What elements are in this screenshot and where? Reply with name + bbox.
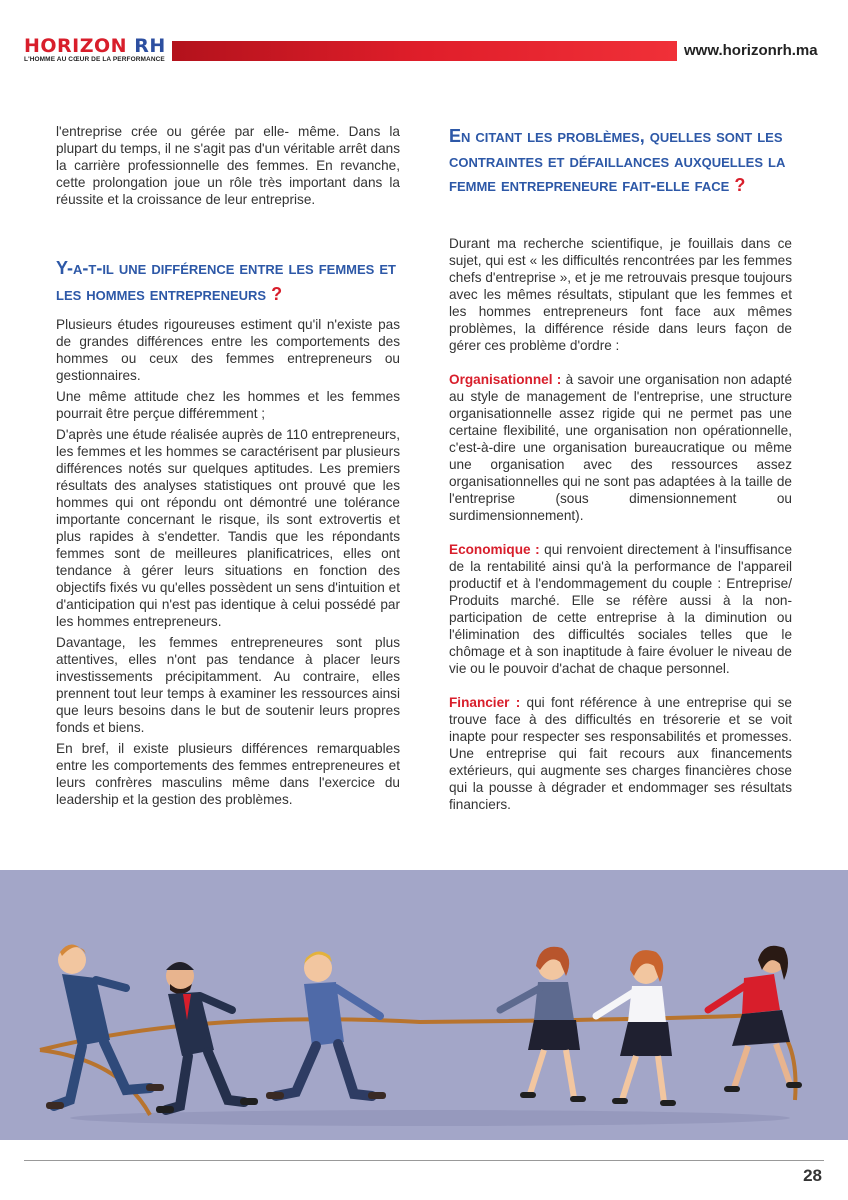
left-heading-question-mark: ?	[271, 284, 283, 304]
financier-label: Financier :	[449, 695, 521, 710]
economique-label: Economique :	[449, 542, 540, 557]
woman-2-figure	[596, 950, 676, 1106]
left-column-body	[56, 316, 400, 812]
left-section-heading	[56, 255, 416, 307]
tug-of-war-illustration	[0, 870, 848, 1140]
organisationnel-paragraph	[449, 371, 792, 524]
financier-paragraph	[449, 694, 792, 813]
right-column-body	[449, 235, 792, 821]
footer-divider	[24, 1160, 824, 1161]
left-paragraph-3: D'après une étude réalisée auprès de 110 entrepreneurs, les femmes et les hommes se caractérisent par plusieurs différences notés sur quelques aptitudes. Les premiers résultats des analyses statistiques ont prouvé que les hommes qui ont répondu ont démontré une tolérance importante concernant le risque, ils sont extrovertis et plus rapides à s'endetter. Tandis que les répondants femmes sont de meilleures planificatrices, elles ont tendance à gérer leurs situations en fonction des objectifs fixés vu qu'elles possèdent un sens d'intuition et d'anticipation qui n'est pas identique à celui possédé par les hommes entrepreneurs.	[56, 427, 400, 629]
left-paragraph-1: Plusieurs études rigoureuses estiment qu'il n'existe pas de grandes différences entre les comportements des hommes ou ceux des femmes entrepreneurs ou gestionnaires.	[56, 317, 400, 383]
right-heading-question-mark: ?	[734, 175, 746, 195]
page-header	[0, 0, 848, 80]
left-column-intro	[56, 123, 400, 216]
man-2-figure	[156, 962, 258, 1113]
economique-text: qui renvoient directement à l'insuffisance de la rentabilité ainsi qu'à la performance de l'appareil productif et à l'endommagement du couple : Entreprise/ Produits marché. Elle se réfère aussi à la non- participation de cette entreprise à la diminution ou l'élimination des difficultés sociales telles que le chômage et à son inaptitude à faire évoluer le niveau de vie ou le pouvoir d'achat de chaque personnel.	[449, 542, 793, 676]
man-1-figure	[46, 944, 164, 1109]
right-paragraph-1: Durant ma recherche scientifique, je fouillais dans ce sujet, qui est « les difficultés rencontrées par les femmes chefs d'entreprise », et je me retrouvais presque toujours avec les mêmes résultats, stipulant que les femmes et les hommes entrepreneurs font face aux mêmes problèmes, la différence réside dans leurs façon de gérer ces problème d'ordre :	[449, 236, 792, 353]
right-heading-text: En citant les problèmes, quelles sont les contraintes et défaillances auxquelles la femme entrepreneure fait-elle face	[449, 126, 786, 195]
left-heading-text: Y-a-t-il une différence entre les femmes et les hommes entrepreneurs	[56, 258, 396, 304]
organisationnel-label: Organisationnel :	[449, 372, 562, 387]
logo-horizon-text: HORIZON	[24, 35, 128, 57]
right-section-heading	[449, 124, 809, 198]
left-paragraph-2: Une même attitude chez les hommes et les femmes pourrait être perçue différemment ;	[56, 389, 400, 421]
organisationnel-text: à savoir une organisation non adapté au style de management de l'entreprise, une structure organisationnelle assez rigide qui ne permet pas une certaine flexibilité, une organisation non opérationnelle, c'est-à-dire une organisation bureaucratique ou même une organisation avec des ressources assez organisationnelles qui ne sont pas adaptées à la taille de l'entreprise (sous dimensionnement ou surdimensionnement).	[449, 372, 792, 523]
logo-rh-text: RH	[134, 35, 166, 57]
page-number: 28	[803, 1166, 822, 1185]
woman-1-figure	[500, 947, 586, 1102]
man-3-figure	[266, 951, 386, 1099]
tug-of-war-image	[0, 870, 848, 1140]
left-paragraph-4: Davantage, les femmes entrepreneures sont plus attentives, elles n'ont pas tendance à placer leurs investissements précipitamment. Au contraire, elles prennent tout leur temps à examiner les ressources ainsi que leurs besoins dans le but de soutenir leurs propres fonds et biens.	[56, 635, 400, 735]
horizon-rh-logo	[24, 36, 166, 64]
logo-tagline: L'HOMME AU CŒUR DE LA PERFORMANCE	[24, 56, 165, 63]
economique-paragraph	[449, 541, 792, 677]
intro-paragraph: l'entreprise crée ou gérée par elle- même. Dans la plupart du temps, il ne s'agit pas d'un véritable arrêt dans la carrière professionnelle des femmes. En revanche, cette prolongation joue un rôle très important dans la réussite et la croissance de leur entreprise.	[56, 124, 400, 207]
header-red-bar	[172, 41, 677, 61]
left-paragraph-5: En bref, il existe plusieurs différences remarquables entre les comportements des femmes entrepreneures et leurs confrères masculins même dans l'exercice du leadership et la gestion des problèmes.	[56, 741, 400, 807]
financier-text: qui font référence à une entreprise qui se trouve face à des difficultés en trésorerie et se voit inapte pour respecter ses responsabilités et promesses. Une entreprise qui fait recours aux financements extérieurs, qui augmente ses charges financières chose qui la pousse à dégrader et endommager ses résultats financiers.	[449, 695, 792, 812]
site-url: www.horizonrh.ma	[684, 42, 818, 59]
woman-3-figure	[708, 946, 802, 1092]
